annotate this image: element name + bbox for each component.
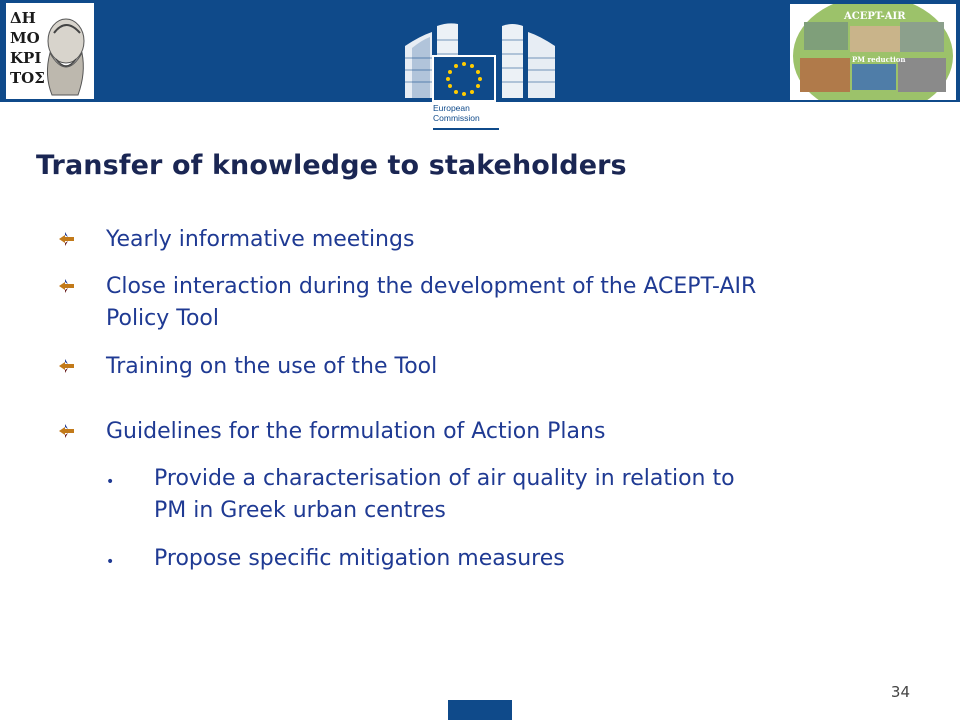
ec-caption [433, 103, 503, 123]
sub-bullet-marker: • [106, 554, 115, 570]
bullet-icon [58, 229, 76, 247]
ec-caption-line1: European [433, 103, 470, 113]
bullet-close-interaction-line1: Close interaction during the development of the ACEPT-AIR [106, 274, 757, 299]
sub-bullet-marker: • [106, 474, 115, 490]
svg-text:ΚΡΙ: ΚΡΙ [10, 49, 42, 67]
sub-bullet-characterisation-line1: Provide a characterisation of air quality in relation to [154, 466, 735, 491]
slide-title: Transfer of knowledge to stakeholders [36, 150, 627, 181]
acept-air-subtitle: PM reduction [852, 55, 906, 64]
footer-flag [448, 700, 512, 720]
svg-text:ΜΟ: ΜΟ [10, 29, 40, 47]
bullet-icon [58, 276, 76, 294]
ec-underline [433, 128, 499, 130]
sub-bullet-characterisation-line2: PM in Greek urban centres [154, 498, 446, 523]
sub-bullet-mitigation: Propose specific mitigation measures [154, 546, 565, 571]
svg-text:ΤΟΣ: ΤΟΣ [10, 69, 45, 87]
demokritos-logo [6, 3, 94, 99]
bullet-icon [58, 421, 76, 439]
bullet-yearly-meetings: Yearly informative meetings [106, 227, 415, 252]
acept-air-logo [790, 4, 956, 100]
bullet-close-interaction-line2: Policy Tool [106, 306, 220, 331]
bullet-training: Training on the use of the Tool [106, 354, 438, 379]
bullet-guidelines: Guidelines for the formulation of Action Plans [106, 419, 606, 444]
svg-text:ΔΗ: ΔΗ [10, 9, 36, 27]
bullet-icon [58, 356, 76, 374]
ec-caption-line2: Commission [433, 113, 480, 123]
acept-air-title: ACEPT-AIR [844, 11, 906, 22]
page-number: 34 [890, 683, 910, 701]
